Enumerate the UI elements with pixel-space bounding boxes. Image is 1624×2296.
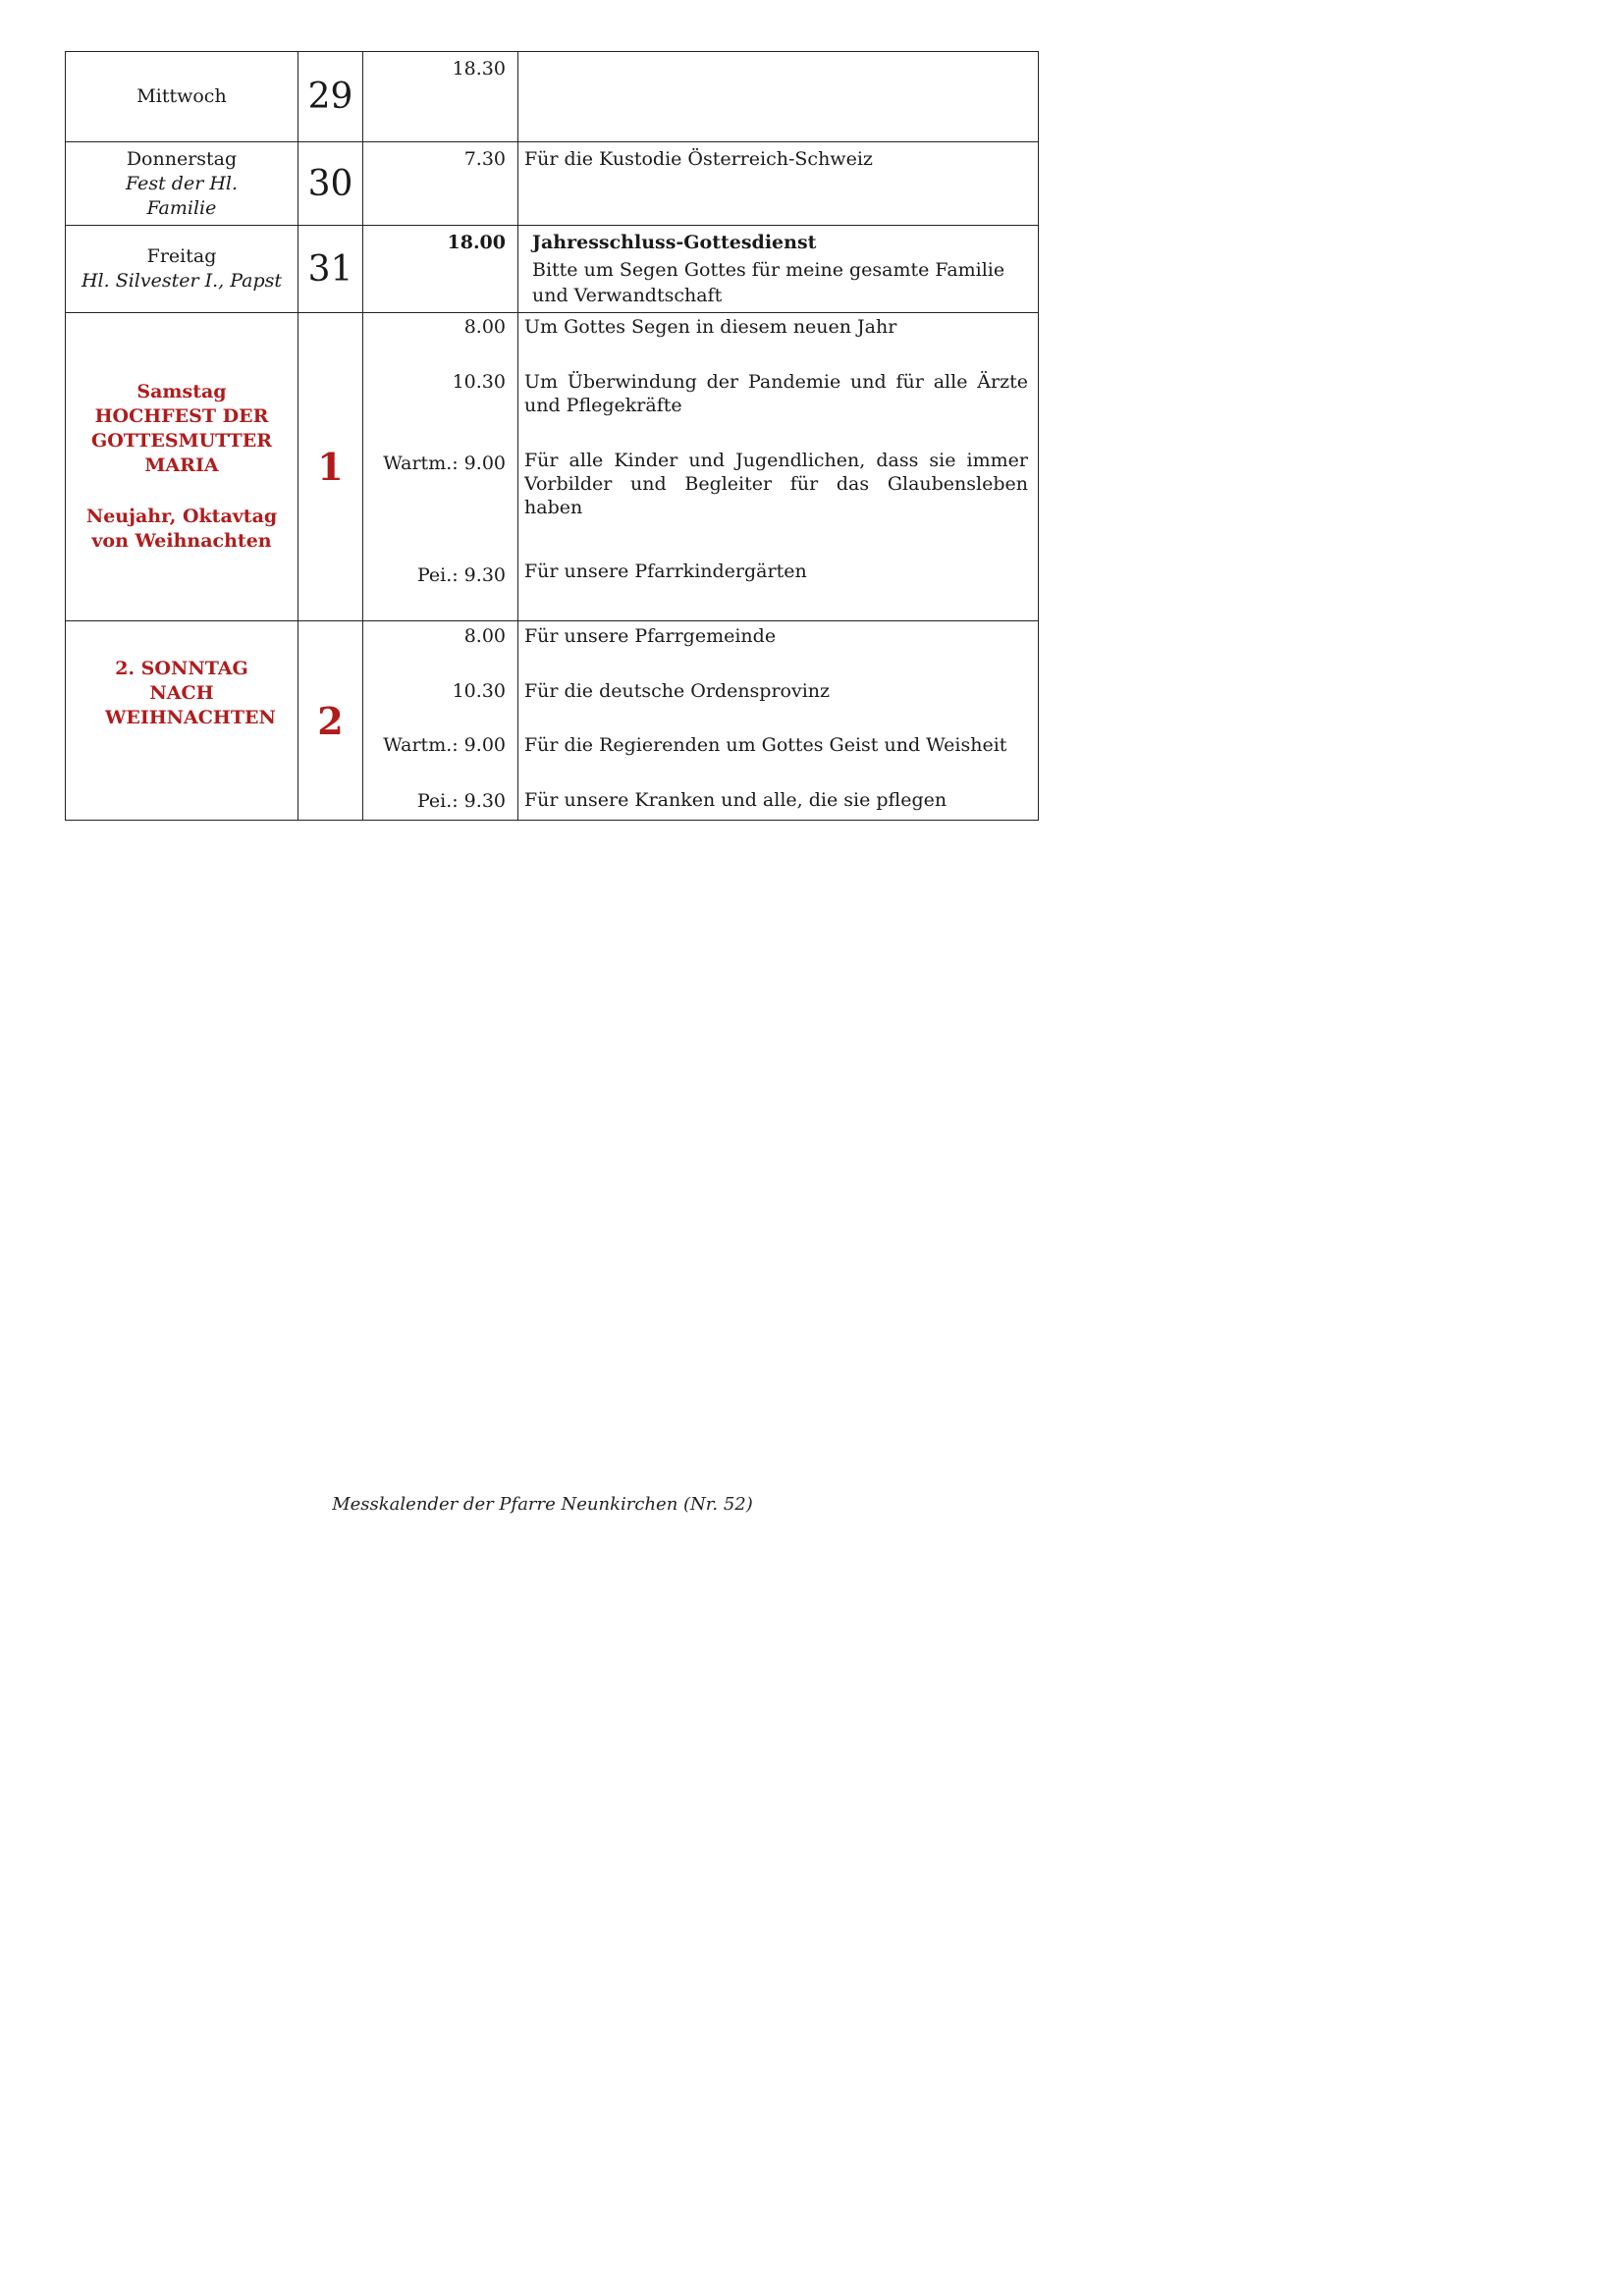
date-cell <box>298 226 363 313</box>
table-row <box>66 621 1039 821</box>
time-cell <box>363 226 518 313</box>
mass-intention: Für unsere Kranken und alle, die sie pflegen <box>524 789 947 811</box>
table-row <box>66 226 1039 313</box>
mass-time: 7.30 <box>463 148 506 170</box>
date-cell <box>298 313 363 621</box>
feast-name: Fest der Hl. Familie <box>125 172 239 219</box>
weekday: Freitag <box>146 245 217 267</box>
mass-time: 8.00 <box>463 625 506 647</box>
date-cell <box>298 52 363 142</box>
mass-intention: Für die Regierenden um Gottes Geist und Weisheit <box>524 734 1007 756</box>
day-cell <box>66 142 298 226</box>
date-number: 31 <box>307 248 353 290</box>
day-cell <box>66 52 298 142</box>
feast-subtitle: Neujahr, Oktavtag von Weihnachten <box>85 506 278 552</box>
intention-cell <box>518 313 1039 621</box>
mass-intention: Um Gottes Segen in diesem neuen Jahr <box>524 316 897 338</box>
mass-time: Wartm.: 9.00 <box>383 453 506 474</box>
mass-time: Pei.: 9.30 <box>416 564 506 586</box>
mass-time: 10.30 <box>452 371 506 393</box>
mass-time: 8.00 <box>463 316 506 338</box>
mass-time: Wartm.: 9.00 <box>383 734 506 756</box>
date-cell <box>298 621 363 821</box>
mass-intention: Für unsere Pfarrgemeinde <box>524 625 777 647</box>
feast-name: Hl. Silvester I., Papst <box>81 270 283 292</box>
time-cell <box>363 621 518 821</box>
day-cell <box>66 226 298 313</box>
date-number: 30 <box>307 163 353 204</box>
date-number: 29 <box>307 77 353 117</box>
weekday: Mittwoch <box>136 85 227 107</box>
day-cell <box>66 621 298 821</box>
mass-time: Pei.: 9.30 <box>416 790 506 812</box>
page-footer: Messkalender der Pfarre Neunkirchen (Nr. 52) <box>332 1494 753 1515</box>
intention-cell <box>518 621 1039 821</box>
intention-cell <box>518 226 1039 313</box>
mass-intention: Für alle Kinder und Jugendlichen, dass sie immer Vorbilder und Begleiter für das Glaubensleben haben <box>524 450 1028 518</box>
date-cell <box>298 142 363 226</box>
time-cell <box>363 313 518 621</box>
date-number: 2 <box>317 698 344 743</box>
weekday: 2. SONNTAG NACH WEIHNACHTEN <box>105 658 276 728</box>
mass-time: 18.30 <box>452 58 506 80</box>
table-row <box>66 52 1039 142</box>
date-number: 1 <box>317 445 344 489</box>
day-cell <box>66 313 298 621</box>
mass-intention: Für unsere Pfarrkindergärten <box>524 561 807 582</box>
service-title: Jahresschluss-Gottesdienst <box>532 232 817 253</box>
feast-name: HOCHFEST DER GOTTESMUTTER MARIA <box>90 405 273 476</box>
table-row <box>66 313 1039 621</box>
weekday: Donnerstag <box>126 147 238 170</box>
mass-calendar-table <box>65 51 1039 821</box>
mass-time: 18.00 <box>447 232 506 253</box>
time-cell <box>363 52 518 142</box>
mass-time: 10.30 <box>452 680 506 702</box>
weekday: Samstag <box>136 381 227 402</box>
mass-intention: Für die deutsche Ordensprovinz <box>524 680 831 702</box>
table-row <box>66 142 1039 226</box>
mass-intention: Bitte um Segen Gottes für meine gesamte Familie und Verwandtschaft <box>532 259 1005 306</box>
intention-cell <box>518 52 1039 142</box>
mass-intention: Für die Kustodie Österreich-Schweiz <box>524 148 873 170</box>
time-cell <box>363 142 518 226</box>
intention-cell <box>518 142 1039 226</box>
mass-intention: Um Überwindung der Pandemie und für alle Ärzte und Pflegekräfte <box>524 371 1028 416</box>
